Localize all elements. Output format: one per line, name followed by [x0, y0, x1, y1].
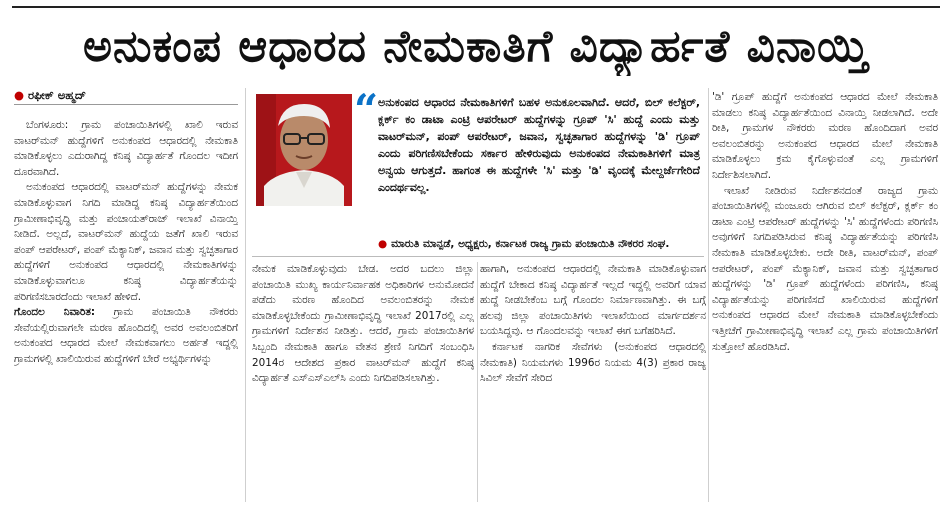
paragraph: ಇಲಾಖೆ ನೀಡಿರುವ ನಿರ್ದೇಶನದಂತೆ ರಾಜ್ಯದ ಗ್ರಾಮ ಪಂಚಾಯಿತಿಗಳಲ್ಲಿ ಮಂಜೂರು ಆಗಿರುವ ಬಿಲ್ ಕಲೆಕ್ಟರ್, ಕ್ಲರ್ಕ್ ಕಂ ಡಾಟಾ ಎಂಟ್ರಿ ಆಪರೇಟರ್ ಹುದ್ದೆಗಳನ್ನು 'ಸಿ' ಹುದ್ದೆಗಳೆಂದು ಪರಿಗಣಿಸಿ ಅವುಗಳಿಗೆ ನಿಗದಿಪಡಿಸಿರುವ ಕನಿಷ್ಠ ವಿದ್ಯಾರ್ಹತೆಯನ್ನು ಪರಿಗಣಿಸಿ ನೇಮಕಾತಿ ಮಾಡಿಕೊಳ್ಳಬೇಕು. ಅದೇ ರೀತಿ, ವಾಟರ್‌ಮನ್, ಪಂಪ್ ಆಪರೇಟರ್, ಪಂಪ್ ಮೆಕ್ಯಾನಿಕ್, ಜವಾನ ಮತ್ತು ಸ್ವಚ್ಛತಾಗಾರ ಹುದ್ದೆಗಳನ್ನು 'ಡಿ' ಗ್ರೂಪ್ ಹುದ್ದೆಗಳೆಂದು ಪರಿಗಣಿಸಿ, ಕನಿಷ್ಠ ವಿದ್ಯಾರ್ಹತೆಯನ್ನು ಪರಿಗಣಿಸದೆ ಖಾಲಿಯಿರುವ ಹುದ್ದೆಗಳಿಗೆ ಅನುಕಂಪದ ಆಧಾರದ ಮೇಲೆ ನೇಮಕಾತಿ ಮಾಡಿಕೊಳ್ಳಬೇಕೆಂದು ಇತ್ತೀಚೆಗೆ ಗ್ರಾಮೀಣಾಭಿವೃದ್ಧಿ ಇಲಾಖೆ ಎಲ್ಲ ಗ್ರಾಮ ಪಂಚಾಯಿತಿಗಳಿಗೆ ಸುತ್ತೋಲೆ ಹೊರಡಿಸಿದೆ. — [712, 184, 938, 353]
paragraph: ನೇಮಕ ಮಾಡಿಕೊಳ್ಳುವುದು ಬೇಡ. ಅದರ ಬದಲು ಜಿಲ್ಲಾ ಪಂಚಾಯಿತಿ ಮುಖ್ಯ ಕಾರ್ಯನಿರ್ವಾಹಕ ಅಧಿಕಾರಿಗಳ ಅನುಮೋದನೆ ಪಡೆದು ಮರಣ ಹೊಂದಿದ ಅವಲಂಬಿತರನ್ನು ನೇಮಕ ಮಾಡಿಕೊಳ್ಳಬೇಕೆಂದು ಗ್ರಾಮೀಣಾಭಿವೃದ್ಧಿ ಇಲಾಖೆ 2017ರಲ್ಲಿ ಎಲ್ಲ ಗ್ರಾಮಗಳಿಗೆ ನಿರ್ದೇಶನ ನೀಡಿತ್ತು. ಆದರೆ, ಗ್ರಾಮ ಪಂಚಾಯಿತಿಗಳ ಸಿಬ್ಬಂದಿ ನೇಮಕಾತಿ ಹಾಗೂ ವೇತನ ಶ್ರೇಣಿ ನಿಗದಿಗೆ ಸಂಬಂಧಿಸಿ 2014ರ ಆದೇಶದ ಪ್ರಕಾರ ವಾಟರ್‌ಮನ್ ಹುದ್ದೆಗೆ ಕನಿಷ್ಠ ವಿದ್ಯಾರ್ಹತೆ ಎಸ್‌ಎಸ್‌ಎಲ್‌ಸಿ ಎಂದು ನಿಗದಿಪಡಿಸಲಾಗಿತ್ತು. — [252, 263, 474, 385]
article-column-3 — [480, 262, 706, 502]
paragraph: ಅನುಕಂಪದ ಆಧಾರದಲ್ಲಿ ವಾಟರ್‌ಮನ್ ಹುದ್ದೆಗಳನ್ನು ನೇಮಕ ಮಾಡಿಕೊಳ್ಳುವಾಗ ನಿಗದಿ ಮಾಡಿದ್ದ ಕನಿಷ್ಠ ವಿದ್ಯಾರ್ಹತೆಯಿಂದ ಗ್ರಾಮೀಣಾಭಿವೃದ್ಧಿ ಮತ್ತು ಪಂಚಾಯತ್‌ರಾಜ್ ಇಲಾಖೆ ವಿನಾಯ್ತಿ ನೀಡಿದೆ. ಅಲ್ಲದೆ, ವಾಟರ್‌ಮನ್ ಹುದ್ದೆಯ ಜತೆಗೆ ಖಾಲಿ ಇರುವ ಪಂಪ್ ಆಪರೇಟರ್, ಪಂಪ್ ಮೆಕ್ಯಾನಿಕ್, ಜವಾನ ಮತ್ತು ಸ್ವಚ್ಛತಾಗಾರ ಹುದ್ದೆಗಳಿಗೆ ಅನುಕಂಪದ ಆಧಾರದಲ್ಲಿ ನೇಮಕಾತಿಗಳನ್ನು ಮಾಡಿಕೊಳ್ಳುವಾಗಲೂ ಕನಿಷ್ಠ ವಿದ್ಯಾರ್ಹತೆಯನ್ನು ಪರಿಗಣಿಸಬಾರದೆಂದು ಇಲಾಖೆ ಹೇಳಿದೆ. — [14, 181, 238, 303]
paragraph — [14, 305, 238, 367]
portrait-photo — [256, 94, 352, 206]
quote-mark-icon: “ — [354, 85, 379, 134]
byline-author: ರಫೀಕ್ ಅಹ್ಮದ್ — [28, 88, 86, 102]
column-divider — [245, 88, 246, 502]
article-column-1 — [14, 118, 238, 502]
attribution-bullet: ● — [378, 238, 388, 250]
paragraph: 'ಡಿ' ಗ್ರೂಪ್ ಹುದ್ದೆಗೆ ಅನುಕಂಪದ ಆಧಾರದ ಮೇಲೆ ನೇಮಕಾತಿ ಮಾಡಲು ಕನಿಷ್ಠ ವಿದ್ಯಾರ್ಹತೆಯಿಂದ ವಿನಾಯ್ತಿ ನೀಡಲಾಗಿದೆ. ಅದೇ ರೀತಿ, ಗ್ರಾಮಗಳ ನೌಕರರು ಮರಣ ಹೊಂದಿದಾಗ ಅವರ ಅವಲಂಬಿತರನ್ನು ಅನುಕಂಪದ ಆಧಾರದ ಮೇಲೆ ನೇಮಕಾತಿ ಮಾಡಿಕೊಳ್ಳಲು ಕ್ರಮ ಕೈಗೊಳ್ಳುವಂತೆ ಎಲ್ಲ ಗ್ರಾಮಗಳಿಗೆ ನಿರ್ದೇಶಿಸಲಾಗಿದೆ. — [712, 91, 938, 181]
column-divider — [477, 262, 478, 502]
headline: ಅನುಕಂಪ ಆಧಾರದ ನೇಮಕಾತಿಗೆ ವಿದ್ಯಾರ್ಹತೆ ವಿನಾಯ್ತಿ — [82, 21, 870, 72]
column-divider — [708, 88, 709, 502]
paragraph: ಕರ್ನಾಟಕ ನಾಗರಿಕ ಸೇವೆಗಳು (ಅನುಕಂಪದ ಆಧಾರದಲ್ಲಿ ನೇಮಕಾತಿ) ನಿಯಮಗಳು 1996ರ ನಿಯಮ 4(3) ಪ್ರಕಾರ ರಾಜ್ಯ ಸಿವಿಲ್ ಸೇವೆಗೆ ಸೇರಿದ — [480, 340, 706, 385]
byline — [14, 86, 238, 105]
pull-quote-box — [252, 85, 704, 257]
article-column-4 — [712, 90, 938, 502]
paragraph-text: ಗ್ರಾಮ ಪಂಚಾಯಿತಿ ನೌಕರರು ಸೇವೆಯಲ್ಲಿರುವಾಗಲೇ ಮರಣ ಹೊಂದಿದಲ್ಲಿ ಅವರ ಅವಲಂಬಿತರಿಗೆ ಅನುಕಂಪದ ಆಧಾರದ ಮೇಲೆ ನೇಮಕವಾಗಲು ಅರ್ಹತೆ ಇದ್ದಲ್ಲಿ ಗ್ರಾಮಗಳಲ್ಲಿ ಖಾಲಿಯಿರುವ ಹುದ್ದೆಗಳಿಗೆ ಬೇರೆ ಅಭ್ಯರ್ಥಿಗಳನ್ನು — [14, 306, 238, 365]
subheading: ಗೊಂದಲ ನಿವಾರಿತ: — [14, 306, 95, 319]
portrait-illustration — [256, 94, 352, 206]
byline-bullet: ● — [14, 88, 25, 102]
pull-quote-text: ಅನುಕಂಪದ ಆಧಾರದ ನೇಮಕಾತಿಗಳಿಗೆ ಬಹಳ ಅನುಕೂಲವಾಗಿದೆ. ಆದರೆ, ಬಿಲ್ ಕಲೆಕ್ಟರ್, ಕ್ಲರ್ಕ್ ಕಂ ಡಾಟಾ ಎಂಟ್ರಿ ಆಪರೇಟರ್ ಹುದ್ದೆಗಳನ್ನು ಗ್ರೂಪ್ 'ಸಿ' ಹುದ್ದೆ ಎಂದು ಮತ್ತು ವಾಟರ್‌ಮನ್, ಪಂಪ್ ಆಪರೇಟರ್, ಜವಾನ, ಸ್ವಚ್ಛತಾಗಾರ ಹುದ್ದೆಗಳನ್ನು 'ಡಿ' ಗ್ರೂಪ್ ಎಂದು ಪರಿಗಣಿಸಬೇಕೆಂದು ಸರ್ಕಾರ ಹೇಳಿರುವುದು ಅನುಕಂಪದ ನೇಮಕಾತಿಗಳಿಗೆ ಮಾತ್ರ ಅನ್ವಯ ಆಗುತ್ತದೆ. ಹಾಗಂತ ಈ ಹುದ್ದೆಗಳೇ 'ಸಿ' ಮತ್ತು 'ಡಿ' ವೃಂದಕ್ಕೆ ಮೇಲ್ದರ್ಜೆಗೇರಿದೆ ಎಂದರ್ಥವಲ್ಲ. — [378, 96, 700, 194]
attribution-text: ಮಾರುತಿ ಮಾನ್ಪಡೆ, ಅಧ್ಯಕ್ಷರು, ಕರ್ನಾಟಕ ರಾಜ್ಯ ಗ್ರಾಮ ಪಂಚಾಯಿತಿ ನೌಕರರ ಸಂಘ. — [391, 238, 670, 250]
pull-quote-attribution — [378, 236, 700, 252]
article-column-2 — [252, 262, 474, 502]
masthead-rule — [12, 6, 940, 8]
paragraph: ಬೆಂಗಳೂರು: ಗ್ರಾಮ ಪಂಚಾಯಿತಿಗಳಲ್ಲಿ ಖಾಲಿ ಇರುವ ವಾಟರ್‌ಮನ್ ಹುದ್ದೆಗಳಿಗೆ ಅನುಕಂಪದ ಆಧಾರದಲ್ಲಿ ನೇಮಕಾತಿ ಮಾಡಿಕೊಳ್ಳಲು ಎದುರಾಗಿದ್ದ ಕನಿಷ್ಠ ವಿದ್ಯಾರ್ಹತೆ ಗೊಂದಲ ಇದೀಗ ದೂರವಾಗಿದೆ. — [14, 119, 238, 178]
paragraph: ಹಾಗಾಗಿ, ಅನುಕಂಪದ ಆಧಾರದಲ್ಲಿ ನೇಮಕಾತಿ ಮಾಡಿಕೊಳ್ಳುವಾಗ ಹುದ್ದೆಗೆ ಬೇಕಾದ ಕನಿಷ್ಠ ವಿದ್ಯಾರ್ಹತೆ ಇಲ್ಲದೆ ಇದ್ದಲ್ಲಿ ಅವರಿಗೆ ಯಾವ ಹುದ್ದೆ ನೀಡಬೇಕೆಂಬ ಬಗ್ಗೆ ಗೊಂದಲ ನಿರ್ಮಾಣವಾಗಿತ್ತು. ಈ ಬಗ್ಗೆ ಹಲವು ಜಿಲ್ಲಾ ಪಂಚಾಯಿತಿಗಳು ಇಲಾಖೆಯಿಂದ ಮಾರ್ಗದರ್ಶನ ಬಯಸಿದ್ದವು. ಆ ಗೊಂದಲವನ್ನು ಇಲಾಖೆ ಈಗ ಬಗೆಹರಿಸಿದೆ. — [480, 263, 706, 338]
